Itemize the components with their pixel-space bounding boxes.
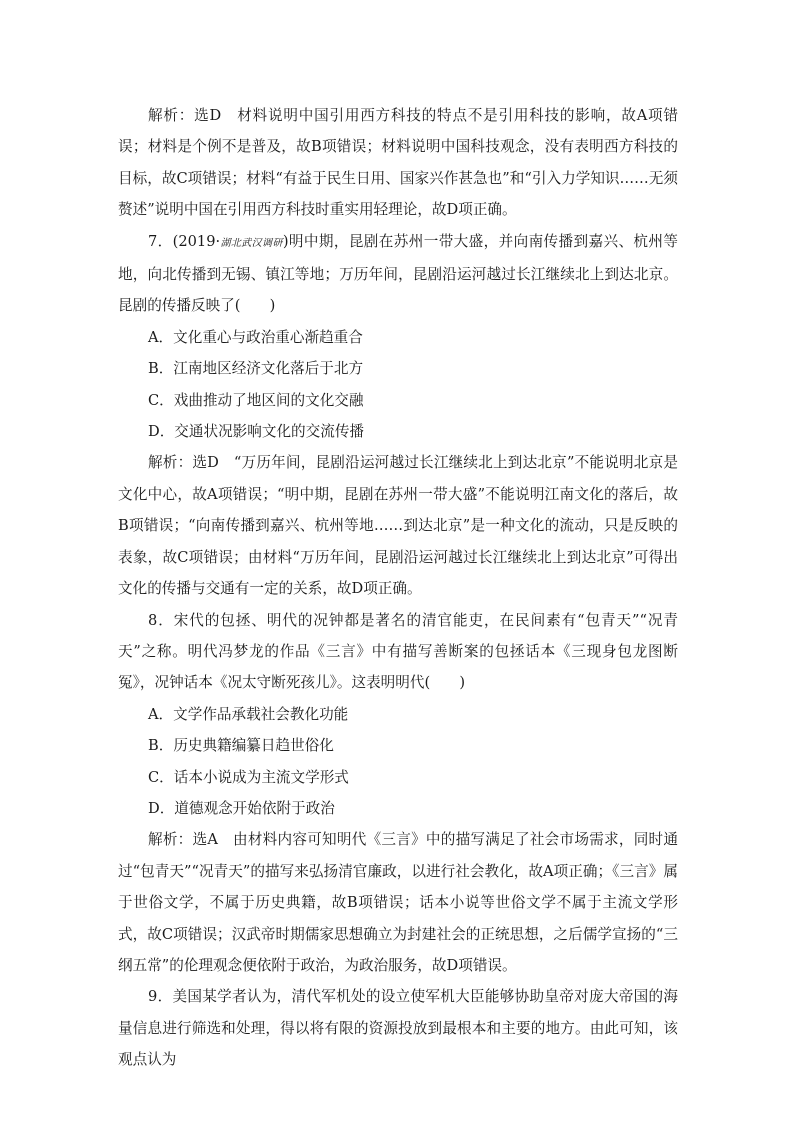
- question-8-stem: 8．宋代的包拯、明代的况钟都是著名的清官能吏，在民间素有“包青天”“况青天”之称。明代冯梦龙的作品《三言》中有描写善断案的包拯话本《三现身包龙图断冤》，况钟话本《况太守断死孩儿》。这表明明代( ): [118, 611, 678, 692]
- question-7-number: 7．(2019·: [148, 232, 221, 250]
- answer-explanation-6: 解析：选D 材料说明中国引用西方科技的特点不是引用科技的影响，故A项错误；材料是个例不是普及，故B项错误；材料说明中国科技观念，没有表明西方科技的目标，故C项错误；材料“有益于民生日用、国家兴作甚急也”和“引入力学知识……无须赘述”说明中国在引用西方科技时重实用轻理论，故D项正确。: [118, 107, 678, 219]
- question-8-option-b: B．历史典籍编纂日趋世俗化: [148, 737, 334, 755]
- question-7-option-b: B．江南地区经济文化落后于北方: [148, 360, 364, 378]
- question-7-text: )明中期，昆剧在苏州一带大盛，并向南传播到嘉兴、杭州等地，向北传播到无锡、镇江等地；万历年间，昆剧沿运河越过长江继续北上到达北京。昆剧的传播反映了( ): [118, 232, 678, 315]
- question-7-source: 湖北武汉调研: [220, 237, 283, 249]
- answer-explanation-7: 解析：选D “万历年间，昆剧沿运河越过长江继续北上到达北京”不能说明北京是文化中心，故A项错误；“明中期，昆剧在苏州一带大盛”不能说明江南文化的落后，故B项错误；“向南传播到嘉兴、杭州等地……到达北京”是一种文化的流动，只是反映的表象，故C项错误；由材料“万历年间，昆剧沿运河越过长江继续北上到达北京”可得出文化的传播与交通有一定的关系，故D项正确。: [118, 454, 678, 598]
- document-body: [118, 100, 678, 1076]
- question-8-option-a: A．文学作品承载社会教化功能: [148, 705, 349, 723]
- question-8-option-d: D．道德观念开始依附于政治: [148, 799, 335, 817]
- question-7-stem: [118, 226, 678, 322]
- question-7-option-d: D．交通状况影响文化的交流传播: [148, 423, 365, 441]
- question-8-option-c: C．话本小说成为主流文学形式: [148, 768, 349, 786]
- question-9-stem: 9．美国某学者认为，清代军机处的设立使军机大臣能够协助皇帝对庞大帝国的海量信息进行筛选和处理，得以将有限的资源投放到最根本和主要的地方。由此可知，该观点认为: [118, 988, 678, 1069]
- question-7-option-c: C．戏曲推动了地区间的文化交融: [148, 391, 364, 409]
- answer-explanation-8: 解析：选A 由材料内容可知明代《三言》中的描写满足了社会市场需求，同时通过“包青天”“况青天”的描写来弘扬清官廉政，以进行社会教化，故A项正确；《三言》属于世俗文学，不属于历史典籍，故B项错误；话本小说等世俗文学不属于主流文学形式，故C项错误；汉武帝时期儒家思想确立为封建社会的正统思想，之后儒学宣扬的“三纲五常”的伦理观念便依附于政治，为政治服务，故D项错误。: [118, 831, 678, 974]
- question-7-option-a: A．文化重心与政治重心渐趋重合: [148, 328, 363, 346]
